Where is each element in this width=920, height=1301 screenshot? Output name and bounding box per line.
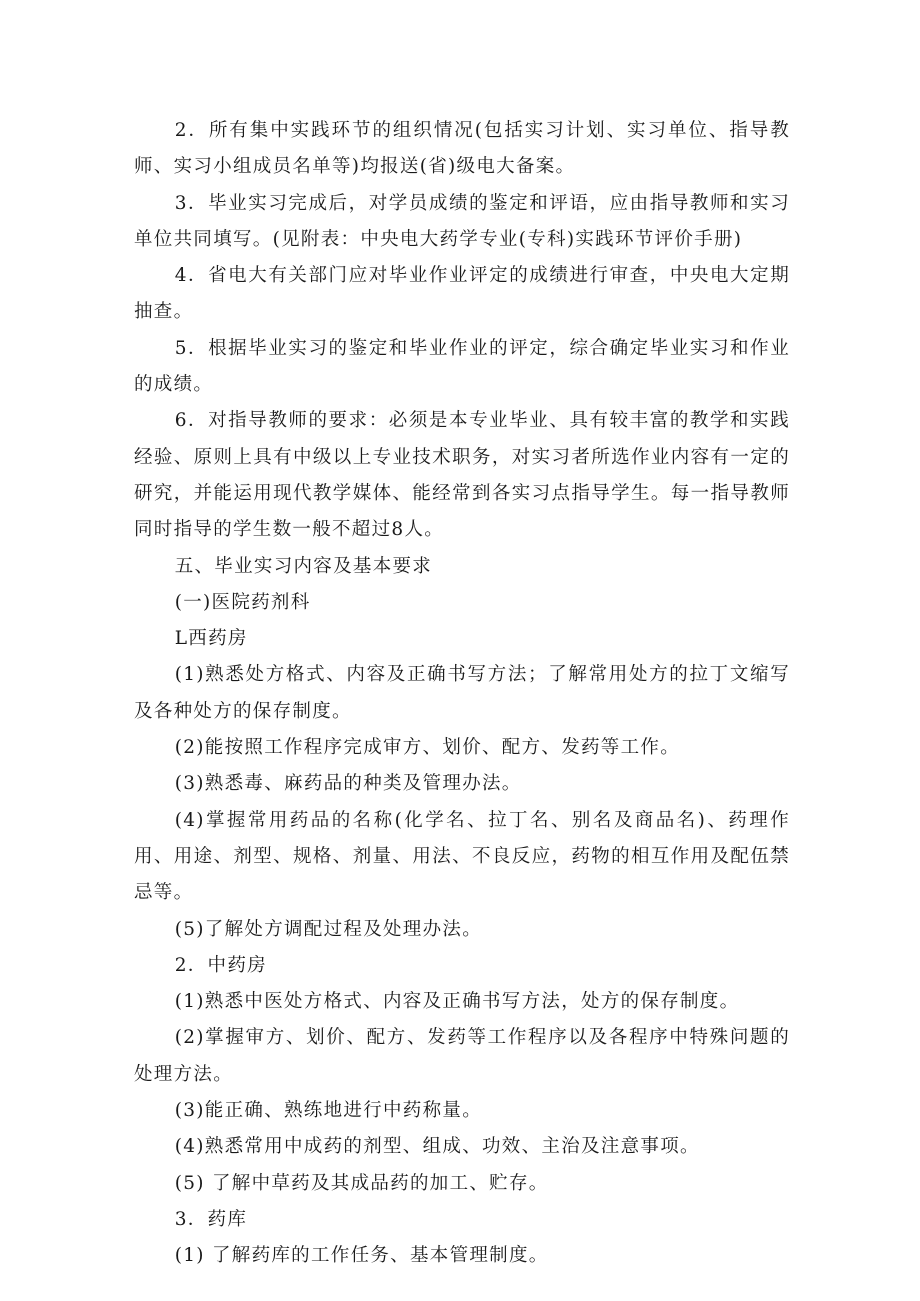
paragraph-item-3: 3．毕业实习完成后，对学员成绩的鉴定和评语，应由指导教师和实习单位共同填写。(见附表：中央电大药学专业(专科)实践环节评价手册): [134, 192, 790, 250]
list-item: (4)掌握常用药品的名称(化学名、拉丁名、别名及商品名)、药理作用、用途、剂型、规格、剂量、用法、不良反应，药物的相互作用及配伍禁忌等。: [134, 809, 790, 904]
subheading-tcm-pharmacy: 2．中药房: [174, 954, 267, 976]
list-item: (3)能正确、熟练地进行中药称量。: [174, 1100, 482, 1122]
paragraph-item-5: 5．根据毕业实习的鉴定和毕业作业的评定，综合确定毕业实习和作业的成绩。: [134, 337, 790, 396]
list-item: (2)掌握审方、划价、配方、发药等工作程序以及各程序中特殊问题的处理方法。: [134, 1027, 790, 1085]
list-item: (4)熟悉常用中成药的剂型、组成、功效、主治及注意事项。: [174, 1136, 700, 1158]
list-item: (3)熟悉毒、麻药品的种类及管理办法。: [174, 773, 522, 795]
list-item: (2)能按照工作程序完成审方、划价、配方、发药等工作。: [174, 737, 680, 759]
document-body: [134, 113, 790, 1275]
list-item: (1)熟悉处方格式、内容及正确书写方法；了解常用处方的拉丁文缩写及各种处方的保存制度。: [134, 664, 790, 722]
subsection-heading-1: (一)医院药剂科: [174, 591, 311, 613]
paragraph-item-4: 4．省电大有关部门应对毕业作业评定的成绩进行审查，中央电大定期抽查。: [134, 265, 790, 323]
paragraph-item-6: 6．对指导教师的要求：必须是本专业毕业、具有较丰富的教学和实践经验、原则上具有中级以上专业技术职务，对实习者所选作业内容有一定的研究，并能运用现代教学媒体、能经常到各实习点指导学生。每一指导教师同时指导的学生数一般不超过8人。: [134, 410, 790, 541]
list-item: (1) 了解药库的工作任务、基本管理制度。: [174, 1245, 549, 1267]
list-item: (5)了解处方调配过程及处理办法。: [174, 918, 482, 940]
subheading-western-pharmacy: L西药房: [174, 628, 248, 650]
list-item: (1)熟悉中医处方格式、内容及正确书写方法，处方的保存制度。: [174, 991, 740, 1013]
list-item: (5) 了解中草药及其成品药的加工、贮存。: [174, 1172, 549, 1194]
paragraph-item-2: 2．所有集中实践环节的组织情况(包括实习计划、实习单位、指导教师、实习小组成员名单等)均报送(省)级电大备案。: [134, 120, 790, 178]
subheading-drug-warehouse: 3．药库: [174, 1208, 248, 1230]
section-heading-5: 五、毕业实习内容及基本要求: [174, 555, 433, 577]
